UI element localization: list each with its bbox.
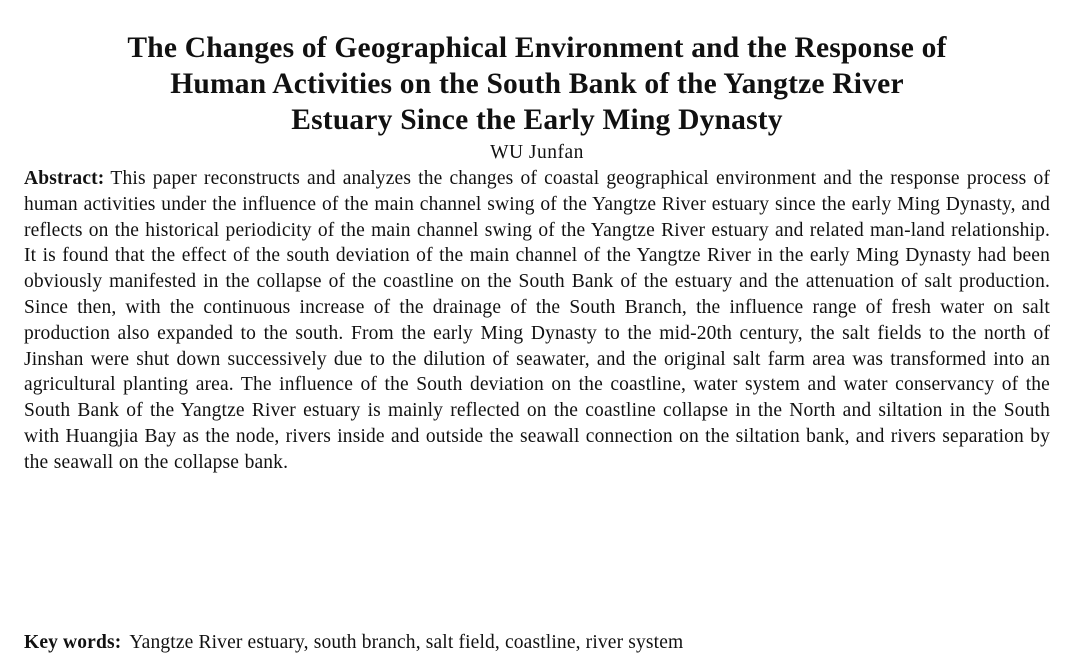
keywords-line	[24, 630, 683, 656]
title-line-2: Human Activities on the South Bank of the Yangtze River	[170, 68, 904, 100]
abstract-text: This paper reconstructs and analyzes the changes of coastal geographical environment and the response process of human activities under the influence of the main channel swing of the Yangtze River estuary since the early Ming Dynasty, and reflects on the historical periodicity of the main channel swing of the Yangtze River estuary and related man-land relationship. It is found that the effect of the south deviation of the main channel of the Yangtze River in the early Ming Dynasty had been obviously manifested in the collapse of the coastline on the South Bank of the estuary and the attenuation of salt production. Since then, with the continuous increase of the drainage of the South Branch, the influence range of fresh water on salt production also expanded to the south. From the early Ming Dynasty to the mid-20th century, the salt fields to the north of Jinshan were shut down successively due to the dilution of seawater, and the original salt farm area was transformed into an agricultural planting area. The influence of the South deviation on the coastline, water system and water conservancy of the South Bank of the Yangtze River estuary is mainly reflected on the coastline collapse in the North and siltation in the South with Huangjia Bay as the node, rivers inside and outside the seawall connection on the siltation bank, and rivers separation by the seawall on the collapse bank.	[24, 168, 1050, 473]
title-line-3: Estuary Since the Early Ming Dynasty	[291, 104, 783, 136]
author-name: WU Junfan	[490, 142, 584, 163]
keywords-text: Yangtze River estuary, south branch, salt field, coastline, river system	[129, 632, 684, 653]
paper-page	[24, 30, 1050, 653]
abstract-paragraph	[24, 166, 1050, 476]
keywords-label: Key words:	[24, 632, 122, 653]
abstract-label: Abstract:	[24, 168, 105, 189]
title-line-1: The Changes of Geographical Environment and the Response of	[127, 32, 947, 64]
paper-title	[24, 30, 1050, 138]
